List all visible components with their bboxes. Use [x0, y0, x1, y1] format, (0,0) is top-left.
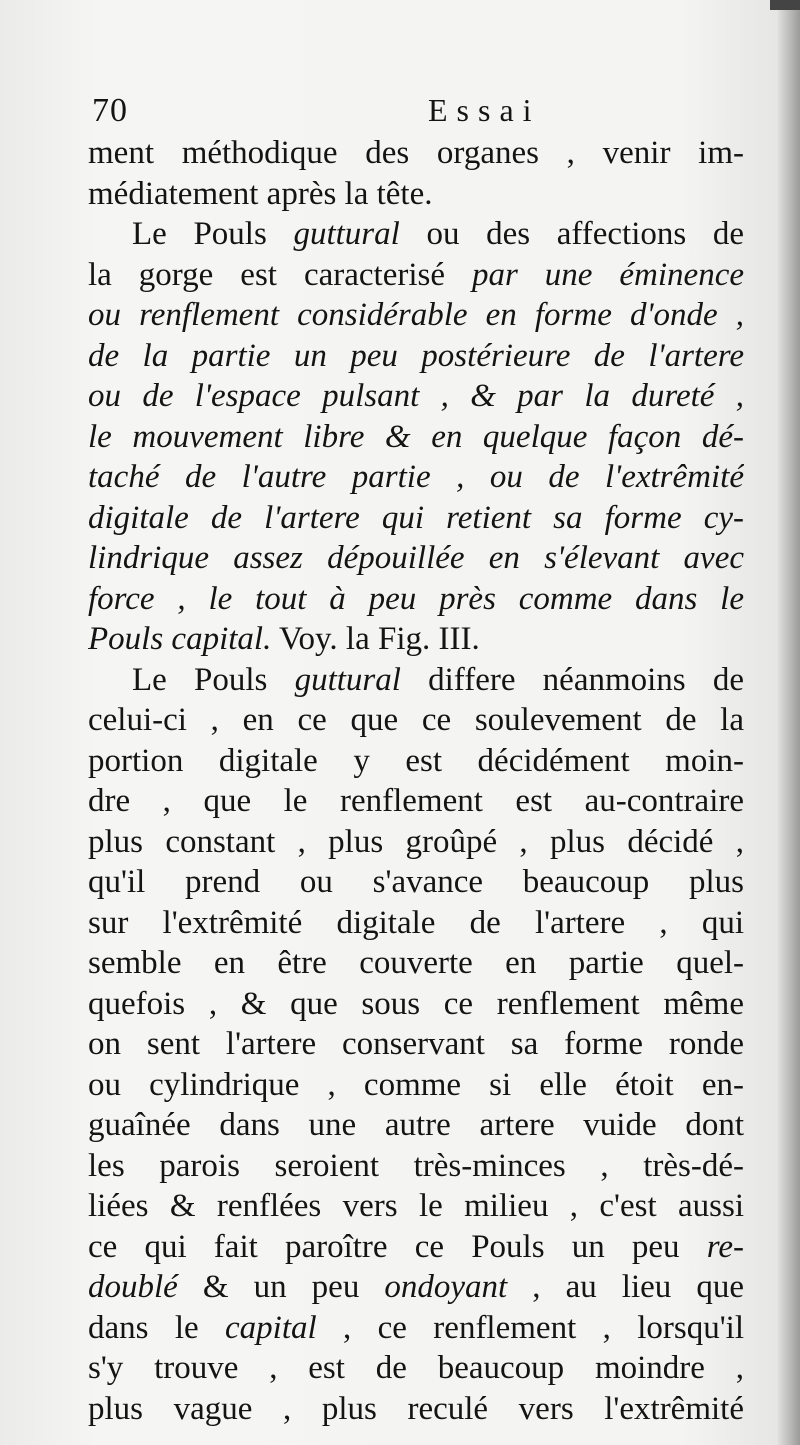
text-segment: , au lieu que	[507, 1269, 744, 1305]
text-segment: on sent l'artere conservant sa forme ronde	[88, 1026, 744, 1062]
italic-text-segment: taché de l'autre partie , ou de l'extrêmité	[88, 459, 744, 495]
text-line	[88, 1389, 744, 1430]
text-segment: dre , que le renflement est au-contraire	[88, 783, 744, 819]
italic-text-segment: guttural	[294, 661, 401, 698]
text-line	[88, 538, 744, 579]
italic-text-segment: digitale de l'artere qui retient sa forme cy-	[88, 499, 744, 536]
text-line	[88, 984, 744, 1025]
text-line	[88, 700, 744, 741]
text-segment: les parois seroient très-minces , très-dé-	[88, 1147, 744, 1184]
text-line	[88, 498, 744, 539]
text-segment: portion digitale y est décidément moin-	[88, 742, 744, 779]
text-line	[88, 174, 744, 215]
italic-text-segment: par une éminence	[471, 256, 744, 293]
text-segment: Le Pouls	[132, 216, 294, 252]
text-segment: dans le	[88, 1309, 226, 1346]
text-line	[88, 1186, 744, 1227]
text-line	[88, 457, 744, 498]
italic-text-segment: de la partie un peu postérieure de l'artere	[88, 337, 744, 374]
text-segment: la gorge est caracterisé	[88, 256, 472, 293]
text-line	[88, 1024, 744, 1065]
text-line	[88, 741, 744, 782]
text-line	[88, 255, 744, 296]
italic-text-segment: re-	[706, 1228, 744, 1265]
text-line	[88, 1227, 744, 1268]
italic-text-segment: le mouvement libre & en quelque façon dé-	[88, 418, 744, 455]
text-segment: , ce renflement , lorsqu'il	[316, 1309, 744, 1346]
text-segment: differe néanmoins de	[400, 661, 744, 698]
running-title: Essai	[428, 92, 541, 128]
text-line	[88, 903, 744, 944]
text-segment: qu'il prend ou s'avance beaucoup plus	[88, 864, 744, 900]
italic-text-segment: doublé	[88, 1269, 178, 1305]
page-number: 70	[92, 92, 128, 129]
italic-text-segment: lindrique assez dépouillée en s'élevant avec	[88, 540, 744, 576]
page-edge-shadow	[770, 0, 800, 10]
text-segment: Voy. la Fig. III.	[271, 621, 480, 657]
text-line	[88, 619, 744, 660]
text-line	[88, 822, 744, 863]
text-segment: Le Pouls	[132, 661, 295, 698]
italic-text-segment: capital	[225, 1309, 317, 1346]
text-segment: sur l'extrêmité digitale de l'artere , qui	[88, 904, 744, 941]
text-line	[88, 862, 744, 903]
text-segment: ou des affections de	[399, 216, 744, 252]
text-line	[88, 781, 744, 822]
text-line	[88, 1308, 744, 1349]
italic-text-segment: guttural	[293, 216, 400, 252]
text-segment: guaînée dans une autre artere vuide dont	[88, 1107, 744, 1143]
text-segment: quefois , & que sous ce renflement même	[88, 985, 744, 1022]
text-segment: plus constant , plus groûpé , plus décidé ,	[88, 823, 744, 860]
text-line	[88, 214, 744, 255]
italic-text-segment: ou de l'espace pulsant , & par la dureté ,	[88, 378, 744, 414]
text-line	[88, 1348, 744, 1389]
text-line	[88, 295, 744, 336]
text-segment: plus vague , plus reculé vers l'extrêmité	[88, 1390, 744, 1427]
text-segment: liées & renflées vers le milieu , c'est aussi	[88, 1188, 744, 1224]
text-segment: ce qui fait paroître ce Pouls un peu	[88, 1228, 707, 1265]
text-line	[88, 417, 744, 458]
italic-text-segment: force , le tout à peu près comme dans le	[88, 580, 744, 617]
page-header	[88, 92, 748, 132]
text-line	[88, 660, 744, 701]
text-segment: ment méthodique des organes , venir im-	[88, 135, 744, 171]
text-line	[88, 1146, 744, 1187]
body-text	[88, 133, 744, 1429]
italic-text-segment: ondoyant	[384, 1269, 508, 1305]
text-line	[88, 1267, 744, 1308]
text-line	[88, 336, 744, 377]
text-segment: & un peu	[177, 1269, 385, 1305]
text-line	[88, 376, 744, 417]
italic-text-segment: ou renflement considérable en forme d'onde ,	[88, 297, 744, 333]
text-segment: médiatement après la tête.	[88, 175, 433, 212]
text-segment: ou cylindrique , comme si elle étoit en-	[88, 1066, 744, 1103]
text-segment: semble en être couverte en partie quel-	[88, 945, 744, 981]
italic-text-segment: Pouls capital.	[88, 621, 272, 657]
page-edge	[778, 0, 800, 1445]
text-line	[88, 579, 744, 620]
text-segment: s'y trouve , est de beaucoup moindre ,	[88, 1350, 744, 1386]
text-line	[88, 1065, 744, 1106]
text-line	[88, 133, 744, 174]
text-line	[88, 943, 744, 984]
text-segment: celui-ci , en ce que ce soulevement de la	[88, 702, 744, 738]
text-line	[88, 1105, 744, 1146]
